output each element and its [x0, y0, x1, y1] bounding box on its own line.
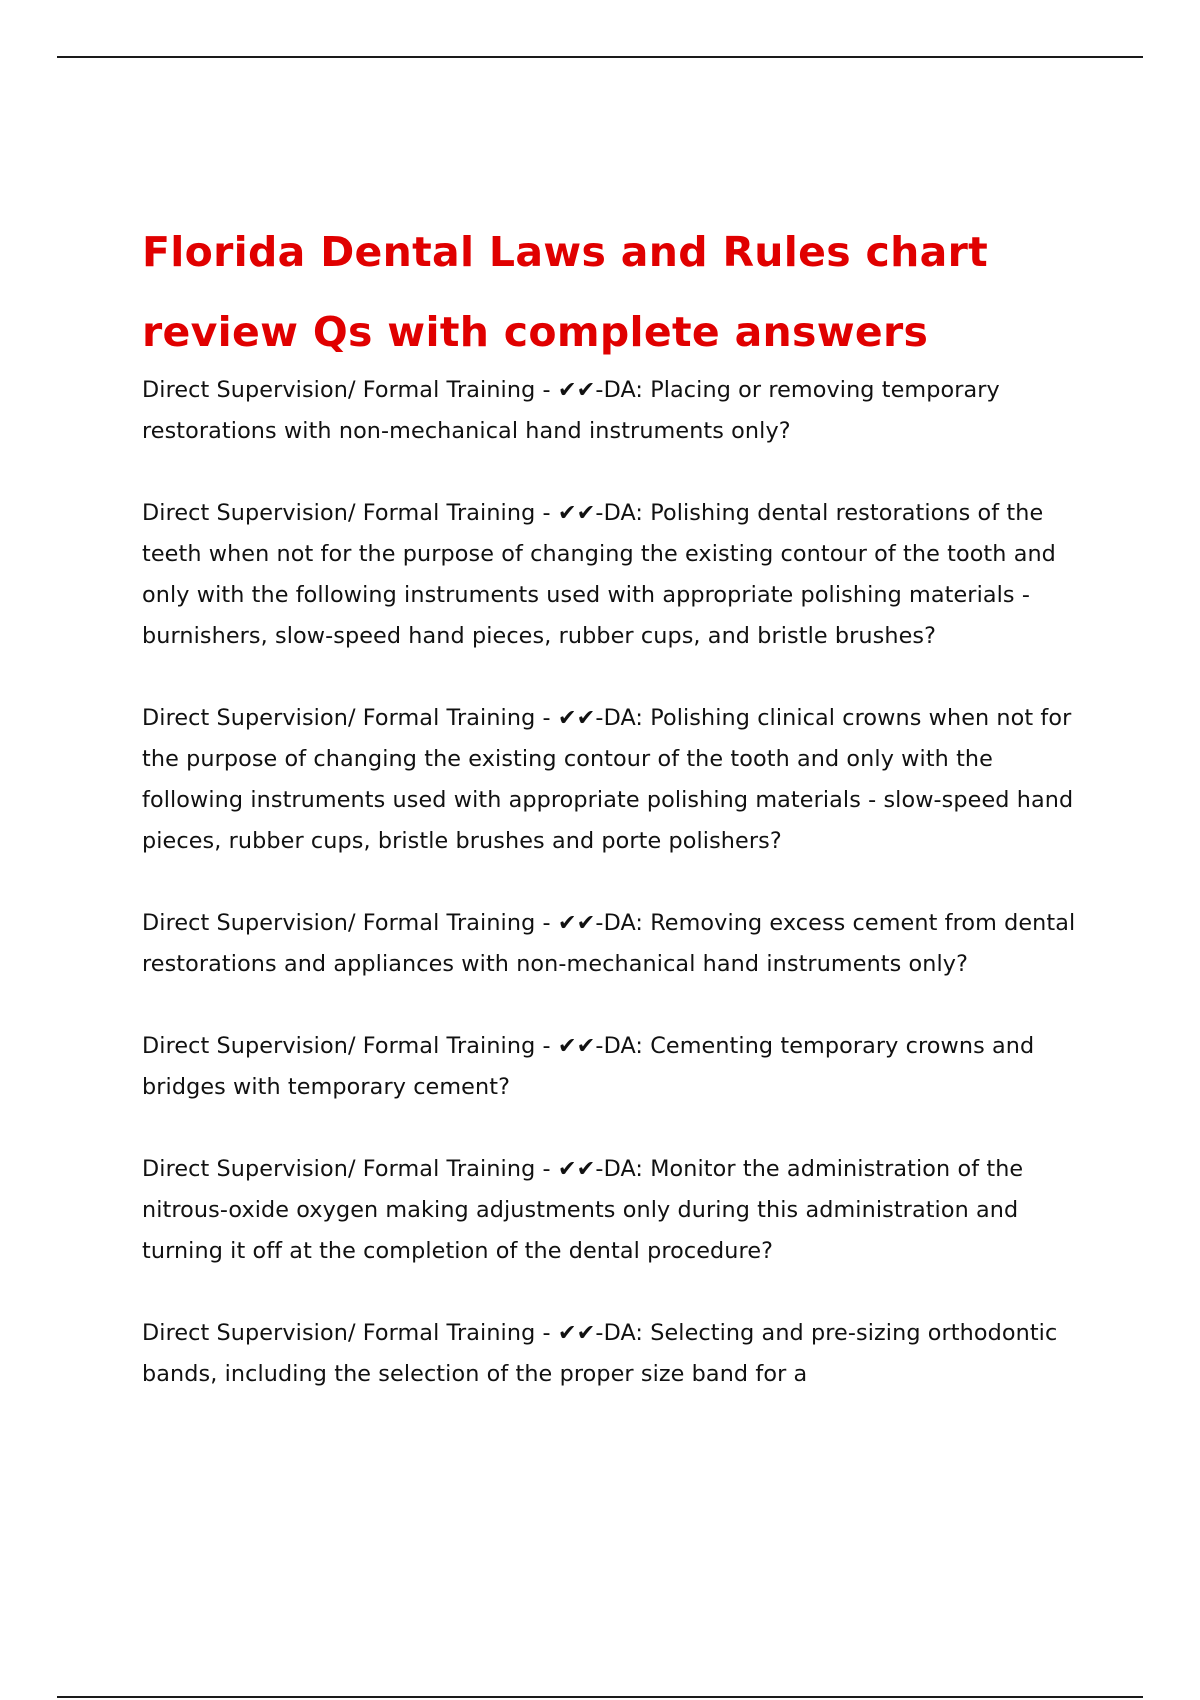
question-item: Direct Supervision/ Formal Training - ✔✔-DA: Polishing dental restorations of the teeth when not for the purpose of changing the existing contour of the tooth and only with the following instruments used with appropriate polishing materials - burnishers, slow-speed hand pieces, rubber cups, and bristle brushes?	[142, 500, 1056, 649]
bottom-divider	[57, 1696, 1143, 1698]
question-item: Direct Supervision/ Formal Training - ✔✔-DA: Polishing clinical crowns when not for the purpose of changing the existing contour of the tooth and only with the following instruments used with appropriate polishing materials - slow-speed hand pieces, rubber cups, bristle brushes and porte polishers?	[142, 705, 1074, 854]
question-list	[142, 370, 1087, 1395]
top-divider	[57, 56, 1143, 58]
document-body	[142, 212, 1087, 1436]
question-item: Direct Supervision/ Formal Training - ✔✔-DA: Selecting and pre-sizing orthodontic bands, including the selection of the proper size band for a	[142, 1320, 1058, 1387]
question-item: Direct Supervision/ Formal Training - ✔✔-DA: Removing excess cement from dental restorations and appliances with non-mechanical hand instruments only?	[142, 910, 1076, 977]
question-item: Direct Supervision/ Formal Training - ✔✔-DA: Monitor the administration of the nitrous-oxide oxygen making adjustments only during this administration and turning it off at the completion of the dental procedure?	[142, 1156, 1024, 1264]
title-line-2: review Qs with complete answers	[142, 308, 929, 356]
document-title	[142, 212, 1087, 372]
title-line-1: Florida Dental Laws and Rules chart	[142, 228, 989, 276]
question-item: Direct Supervision/ Formal Training - ✔✔-DA: Cementing temporary crowns and bridges with temporary cement?	[142, 1033, 1035, 1100]
question-item: Direct Supervision/ Formal Training - ✔✔-DA: Placing or removing temporary restorations with non-mechanical hand instruments only?	[142, 377, 1000, 444]
